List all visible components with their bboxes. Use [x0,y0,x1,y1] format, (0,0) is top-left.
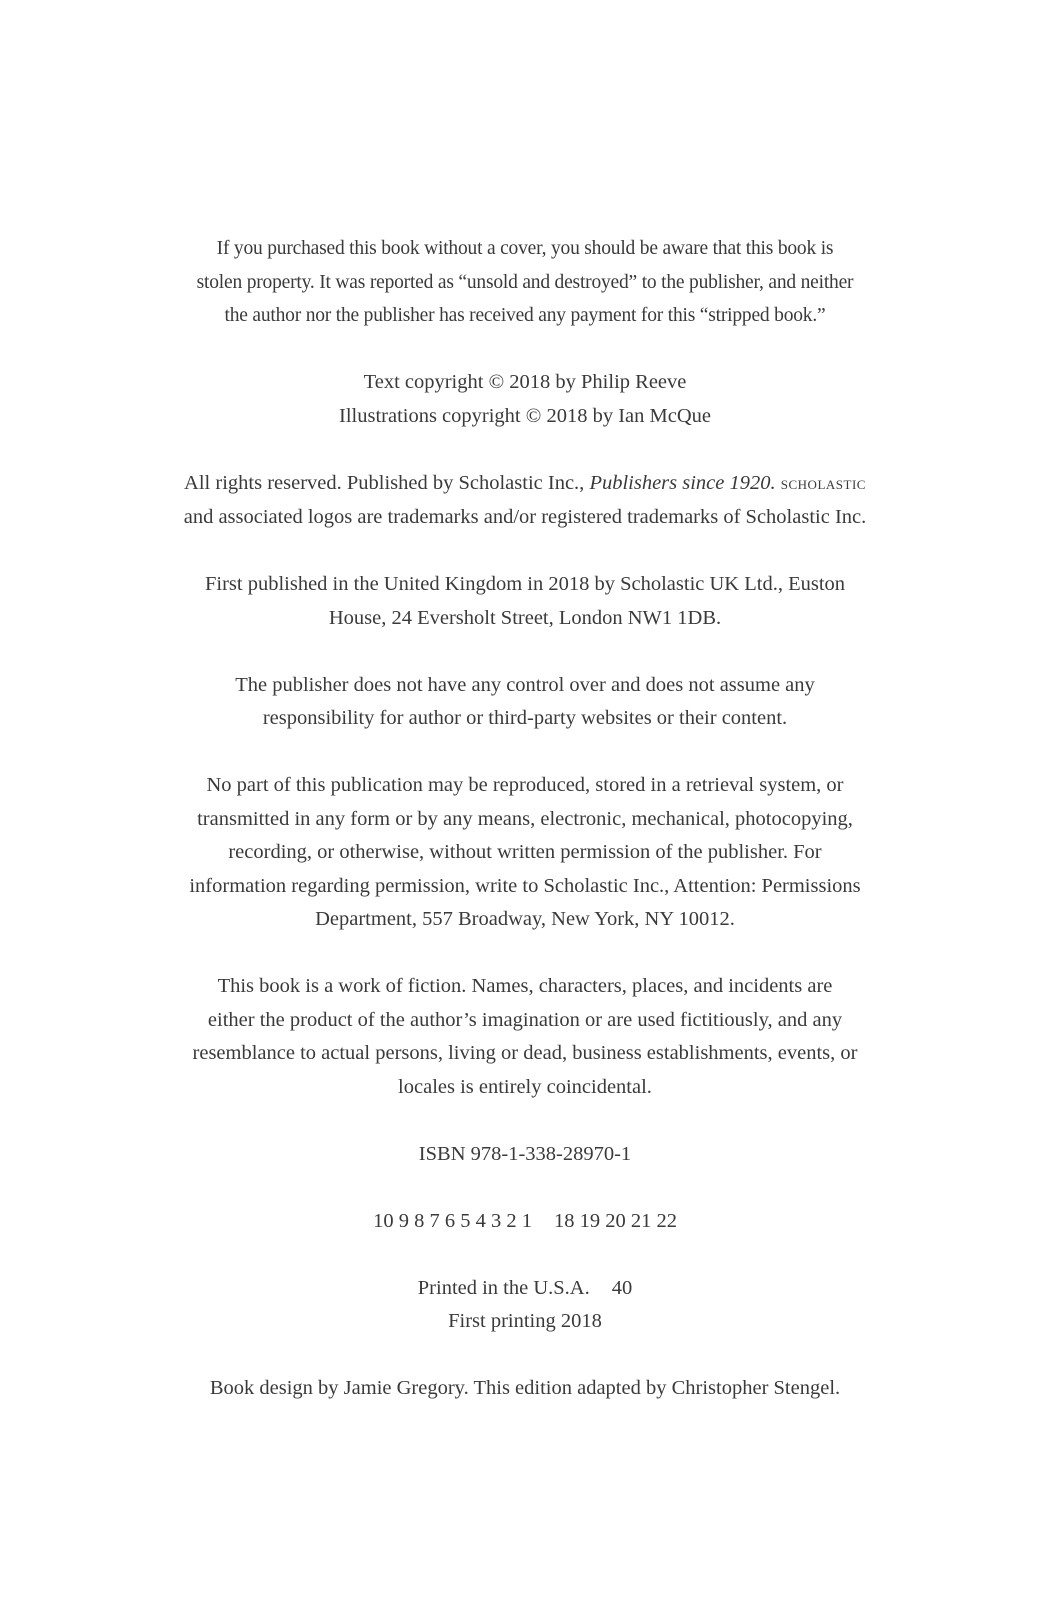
reproduction-line: transmitted in any form or by any means, electronic, mechanical, photocopying, [197,807,853,830]
uk-publication-notice [150,568,900,635]
reproduction-line: recording, or otherwise, without written permission of the publisher. For [228,841,822,863]
publishers-since-text: Publishers since 1920. [589,471,776,494]
reproduction-line: information regarding permission, write to Scholastic Inc., Attention: Permissions [189,874,861,897]
notice-line: stolen property. It was reported as “unsold and destroyed” to the publisher, and neither [196,271,854,293]
fiction-line: This book is a work of fiction. Names, characters, places, and incidents are [217,975,833,997]
reproduction-notice [150,769,900,937]
rights-line [150,467,900,502]
print-line-row [150,1205,900,1239]
disclaimer-line: The publisher does not have any control over and does not assume any [235,673,815,696]
printing-info [150,1272,900,1339]
reproduction-line: Department, 557 Broadway, New York, NY 10012. [315,908,735,930]
notice-line: If you purchased this book without a cover, you should be aware that this book is [216,238,834,259]
fiction-line: either the product of the author’s imagination or are used fictitiously, and any [207,1008,843,1031]
reproduction-line: No part of this publication may be reproduced, stored in a retrieval system, or [206,774,844,796]
scholastic-mark: SCHOLASTIC [780,476,866,492]
rights-text: All rights reserved. Published by Scholastic Inc., [184,471,590,494]
illustrations-copyright: Illustrations copyright © 2018 by Ian McQue [339,404,711,427]
rights-reserved [150,467,900,535]
design-credits [150,1372,900,1406]
fiction-line: locales is entirely coincidental. [398,1075,652,1098]
printer-code: 40 [611,1276,633,1299]
disclaimer-line: responsibility for author or third-party websites or their content. [262,707,788,729]
first-printing: First printing 2018 [448,1310,602,1332]
trademark-line: and associated logos are trademarks and/or registered trademarks of Scholastic Inc. [183,506,867,528]
print-numbers: 10 9 8 7 6 5 4 3 2 1 [373,1209,532,1232]
printed-in-row [150,1272,900,1306]
notice-line: the author nor the publisher has received any payment for this “stripped book.” [224,305,826,326]
uk-line: First published in the United Kingdom in 2018 by Scholastic UK Ltd., Euston [204,573,846,595]
credits-text: Book design by Jamie Gregory. This edition adapted by Christopher Stengel. [209,1377,841,1399]
websites-disclaimer [150,669,900,736]
copyright-text-block [150,232,900,1439]
fiction-disclaimer [150,970,900,1104]
isbn-text: ISBN 978-1-338-28970-1 [418,1142,632,1165]
copyright-notice [150,366,900,433]
stripped-book-notice [150,232,900,333]
isbn [150,1138,900,1172]
uk-line: House, 24 Eversholt Street, London NW1 1DB. [328,606,722,629]
fiction-line: resemblance to actual persons, living or dead, business establishments, events, or [192,1042,858,1064]
print-years: 18 19 20 21 22 [553,1209,677,1232]
printed-in-text: Printed in the U.S.A. [417,1276,590,1299]
text-copyright: Text copyright © 2018 by Philip Reeve [363,371,687,393]
print-line [150,1205,900,1239]
